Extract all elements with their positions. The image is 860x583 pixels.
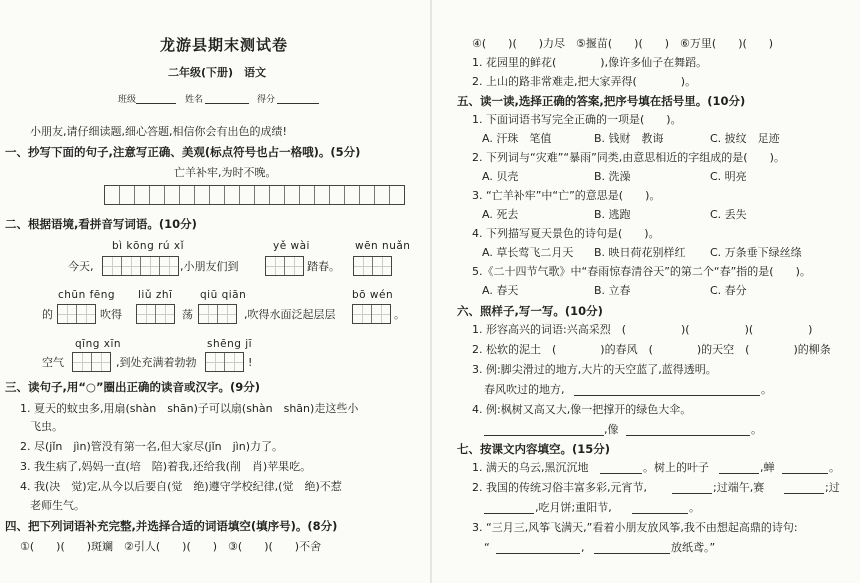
section2-heading: 二、根据语境,看拼音写词语。(10分) xyxy=(5,217,197,231)
sec7-q2-line-3[interactable] xyxy=(484,503,534,514)
sec5-q3-a[interactable]: A. 死去 xyxy=(482,208,519,221)
pinyin-ye-wai: yě wài xyxy=(273,240,310,252)
sec7-q2-line-2[interactable] xyxy=(784,483,824,494)
pinyin-qing-xin: qīng xīn xyxy=(75,338,122,350)
sec7-q2-line-4[interactable] xyxy=(632,503,688,514)
sec7-q2-d: ,吃月饼;重阳节, xyxy=(535,501,612,514)
sec4-q2: 2. 上山的路非常难走,把大家弄得( )。 xyxy=(472,75,697,88)
score-field[interactable] xyxy=(277,93,319,104)
pinyin-qiu-qian: qiū qiān xyxy=(200,289,247,301)
answer-boxes-qiu-qian[interactable] xyxy=(198,304,237,324)
sec5-q1-b[interactable]: B. 钱财 教诲 xyxy=(594,132,664,145)
sec5-q5: 5.《二十四节气歌》中“春雨惊春清谷天”的第二个“春”指的是( )。 xyxy=(472,265,811,278)
sec5-q2-c[interactable]: C. 明亮 xyxy=(710,170,747,183)
line2-c: 荡 xyxy=(182,308,193,321)
sec6-q3-prompt: 春风吹过的地方, xyxy=(484,383,565,396)
pinyin-bo-wen: bō wén xyxy=(352,289,394,301)
score-label: 得分 xyxy=(257,95,276,105)
sec7-q3-line-1[interactable] xyxy=(496,543,580,554)
sec3-item-2: 2. 尽(jǐn jìn)管没有第一名,但大家尽(jǐn jìn)力了。 xyxy=(20,440,283,453)
line1-c: 踏春。 xyxy=(307,260,340,273)
sec6-q2: 2. 松软的泥土 ( )的春风 ( )的天空 ( )的柳条 xyxy=(472,343,831,356)
sec6-q3-example: 3. 例:脚尖滑过的地方,大片的天空蓝了,蓝得透明。 xyxy=(472,363,717,376)
sec6-q4-answer-line-1[interactable] xyxy=(484,425,604,436)
sec5-q4-c[interactable]: C. 万条垂下绿丝绦 xyxy=(710,246,802,259)
answer-boxes-sheng-ji[interactable] xyxy=(205,352,244,372)
answer-boxes-wen-nuan[interactable] xyxy=(353,256,392,276)
pinyin-liu-zhi: liǔ zhī xyxy=(138,289,173,301)
line3-c: ! xyxy=(248,356,253,369)
answer-boxes-bo-wen[interactable] xyxy=(352,304,391,324)
sec6-q4-example: 4. 例:枫树又高又大,像一把撑开的绿色大伞。 xyxy=(472,403,692,416)
line2-a: 的 xyxy=(42,308,53,321)
sec6-q3-end: 。 xyxy=(761,383,772,396)
name-field[interactable] xyxy=(205,93,249,104)
sec3-item-3: 3. 我生病了,妈妈一直(培 陪)着我,还给我(削 肖)苹果吃。 xyxy=(20,460,312,473)
answer-boxes-liu-zhi[interactable] xyxy=(136,304,175,324)
sec3-item-4-cont: 老师生气。 xyxy=(30,499,85,512)
sec6-q1: 1. 形容高兴的词语:兴高采烈 ( )( )( ) xyxy=(472,323,813,336)
class-label: 班级 xyxy=(118,95,137,105)
sec5-q1-c[interactable]: C. 披纹 足迹 xyxy=(710,132,780,145)
sec7-q3-a: 3. “三月三,风筝飞满天,”看着小朋友放风筝,我不由想起高鼎的诗句: xyxy=(472,521,798,534)
sec5-q5-b[interactable]: B. 立春 xyxy=(594,284,631,297)
sec7-q3-end: 放纸鸢。” xyxy=(671,541,716,554)
answer-boxes-ye-wai[interactable] xyxy=(265,256,304,276)
line2-d: ,吹得水面泛起层层 xyxy=(244,308,336,321)
pinyin-sheng-ji: shēng jī xyxy=(207,338,253,350)
sec7-q2-e: 。 xyxy=(689,501,700,514)
sec5-q4: 4. 下列描写夏天景色的诗句是( )。 xyxy=(472,227,660,240)
section3-heading: 三、读句子,用“○”圈出正确的读音或汉字。(9分) xyxy=(5,380,261,394)
sec3-item-1-cont: 飞虫。 xyxy=(30,420,63,433)
sec5-q5-a[interactable]: A. 春天 xyxy=(482,284,519,297)
section6-heading: 六、照样子,写一写。(10分) xyxy=(457,304,603,318)
answer-boxes-bi-kong-ru-xi[interactable] xyxy=(102,256,179,276)
sec7-q2-b: ;过端午,赛 xyxy=(713,481,765,494)
section1-sentence: 亡羊补牢,为时不晚。 xyxy=(174,166,277,179)
sec7-q1-d: 。 xyxy=(829,461,840,474)
sec6-q4-end: 。 xyxy=(751,423,762,436)
pinyin-bi-kong-ru-xi: bì kōng rú xǐ xyxy=(112,240,185,252)
sec5-q3-c[interactable]: C. 丢失 xyxy=(710,208,747,221)
answer-boxes-chun-feng[interactable] xyxy=(57,304,96,324)
sec5-q2-b[interactable]: B. 洗澡 xyxy=(594,170,631,183)
page-fold xyxy=(430,0,432,583)
sec3-item-4: 4. 我(决 觉)定,从今以后要自(觉 绝)遵守学校纪律,(觉 绝)不惹 xyxy=(20,480,342,493)
sec7-q1-line-1[interactable] xyxy=(600,463,642,474)
sec5-q1: 1. 下面词语书写完全正确的一项是( )。 xyxy=(472,113,682,126)
sec7-q2-a: 2. 我国的传统习俗丰富多彩,元宵节, xyxy=(472,481,647,494)
sec3-item-1: 1. 夏天的蚊虫多,用扇(shàn shān)子可以扇(shàn shān)走这些小 xyxy=(20,402,359,415)
grade-subject: 二年级(下册) 语文 xyxy=(168,66,267,79)
sec7-q1-b: 。树上的叶子 xyxy=(643,461,709,474)
sec7-q2-c: ;过 xyxy=(825,481,840,494)
sec5-q3-b[interactable]: B. 逃跑 xyxy=(594,208,631,221)
class-field[interactable] xyxy=(136,93,176,104)
sec7-q1-c: ,蝉 xyxy=(760,461,775,474)
line2-b: 吹得 xyxy=(100,308,122,321)
intro-text: 小朋友,请仔细读题,细心答题,相信你会有出色的成绩! xyxy=(30,125,287,138)
line2-e: 。 xyxy=(394,308,405,321)
line3-a: 空气 xyxy=(42,356,64,369)
sec5-q5-c[interactable]: C. 春分 xyxy=(710,284,747,297)
pinyin-wen-nuan: wēn nuǎn xyxy=(355,240,411,252)
sec6-q4-answer-line-2[interactable] xyxy=(626,425,750,436)
section1-heading: 一、抄写下面的句子,注意写正确、美观(标点符号也占一格哦)。(5分) xyxy=(5,145,361,159)
sec4-q1: 1. 花园里的鲜花( ),像许多仙子在舞蹈。 xyxy=(472,56,708,69)
sec7-q3-comma: , xyxy=(581,541,585,554)
section5-heading: 五、读一读,选择正确的答案,把序号填在括号里。(10分) xyxy=(457,94,746,108)
sec7-q3-line-2[interactable] xyxy=(594,543,670,554)
section7-heading: 七、按课文内容填空。(15分) xyxy=(457,442,611,456)
sec7-q1-line-3[interactable] xyxy=(782,463,828,474)
sec5-q4-b[interactable]: B. 映日荷花别样红 xyxy=(594,246,686,259)
sec5-q2: 2. 下列词与“灾难”“暴雨”同类,由意思相近的字组成的是( )。 xyxy=(472,151,785,164)
sec4-row2: ④( )( )力尽 ⑤揠苗( )( ) ⑥万里( )( ) xyxy=(472,37,774,50)
sec7-q1-a: 1. 满天的乌云,黑沉沉地 xyxy=(472,461,589,474)
line3-b: ,到处充满着勃勃 xyxy=(116,356,197,369)
section4-heading: 四、把下列词语补充完整,并选择合适的词语填空(填序号)。(8分) xyxy=(5,519,338,533)
sec6-q3-answer-line[interactable] xyxy=(574,385,760,396)
pinyin-chun-feng: chūn fēng xyxy=(58,289,116,301)
sec5-q4-a[interactable]: A. 草长莺飞二月天 xyxy=(482,246,574,259)
sec7-q3-open-quote: “ xyxy=(484,541,490,554)
sec4-row1: ①( )( )斑斓 ②引人( )( ) ③( )( )不舍 xyxy=(20,540,322,553)
sec5-q1-a[interactable]: A. 汗珠 笔值 xyxy=(482,132,552,145)
answer-boxes-qing-xin[interactable] xyxy=(72,352,111,372)
sec7-q1-line-2[interactable] xyxy=(719,463,759,474)
copy-grid[interactable] xyxy=(104,185,405,205)
name-label: 姓名 xyxy=(185,95,204,105)
sec7-q2-line-1[interactable] xyxy=(672,483,712,494)
sec6-q4-middle: ,像 xyxy=(604,423,619,436)
line1-b: ,小朋友们到 xyxy=(180,260,239,273)
page-title: 龙游县期末测试卷 xyxy=(160,36,289,54)
sec5-q3: 3. “亡羊补牢”中“亡”的意思是( )。 xyxy=(472,189,661,202)
sec5-q2-a[interactable]: A. 贝壳 xyxy=(482,170,519,183)
line1-a: 今天, xyxy=(68,260,94,273)
